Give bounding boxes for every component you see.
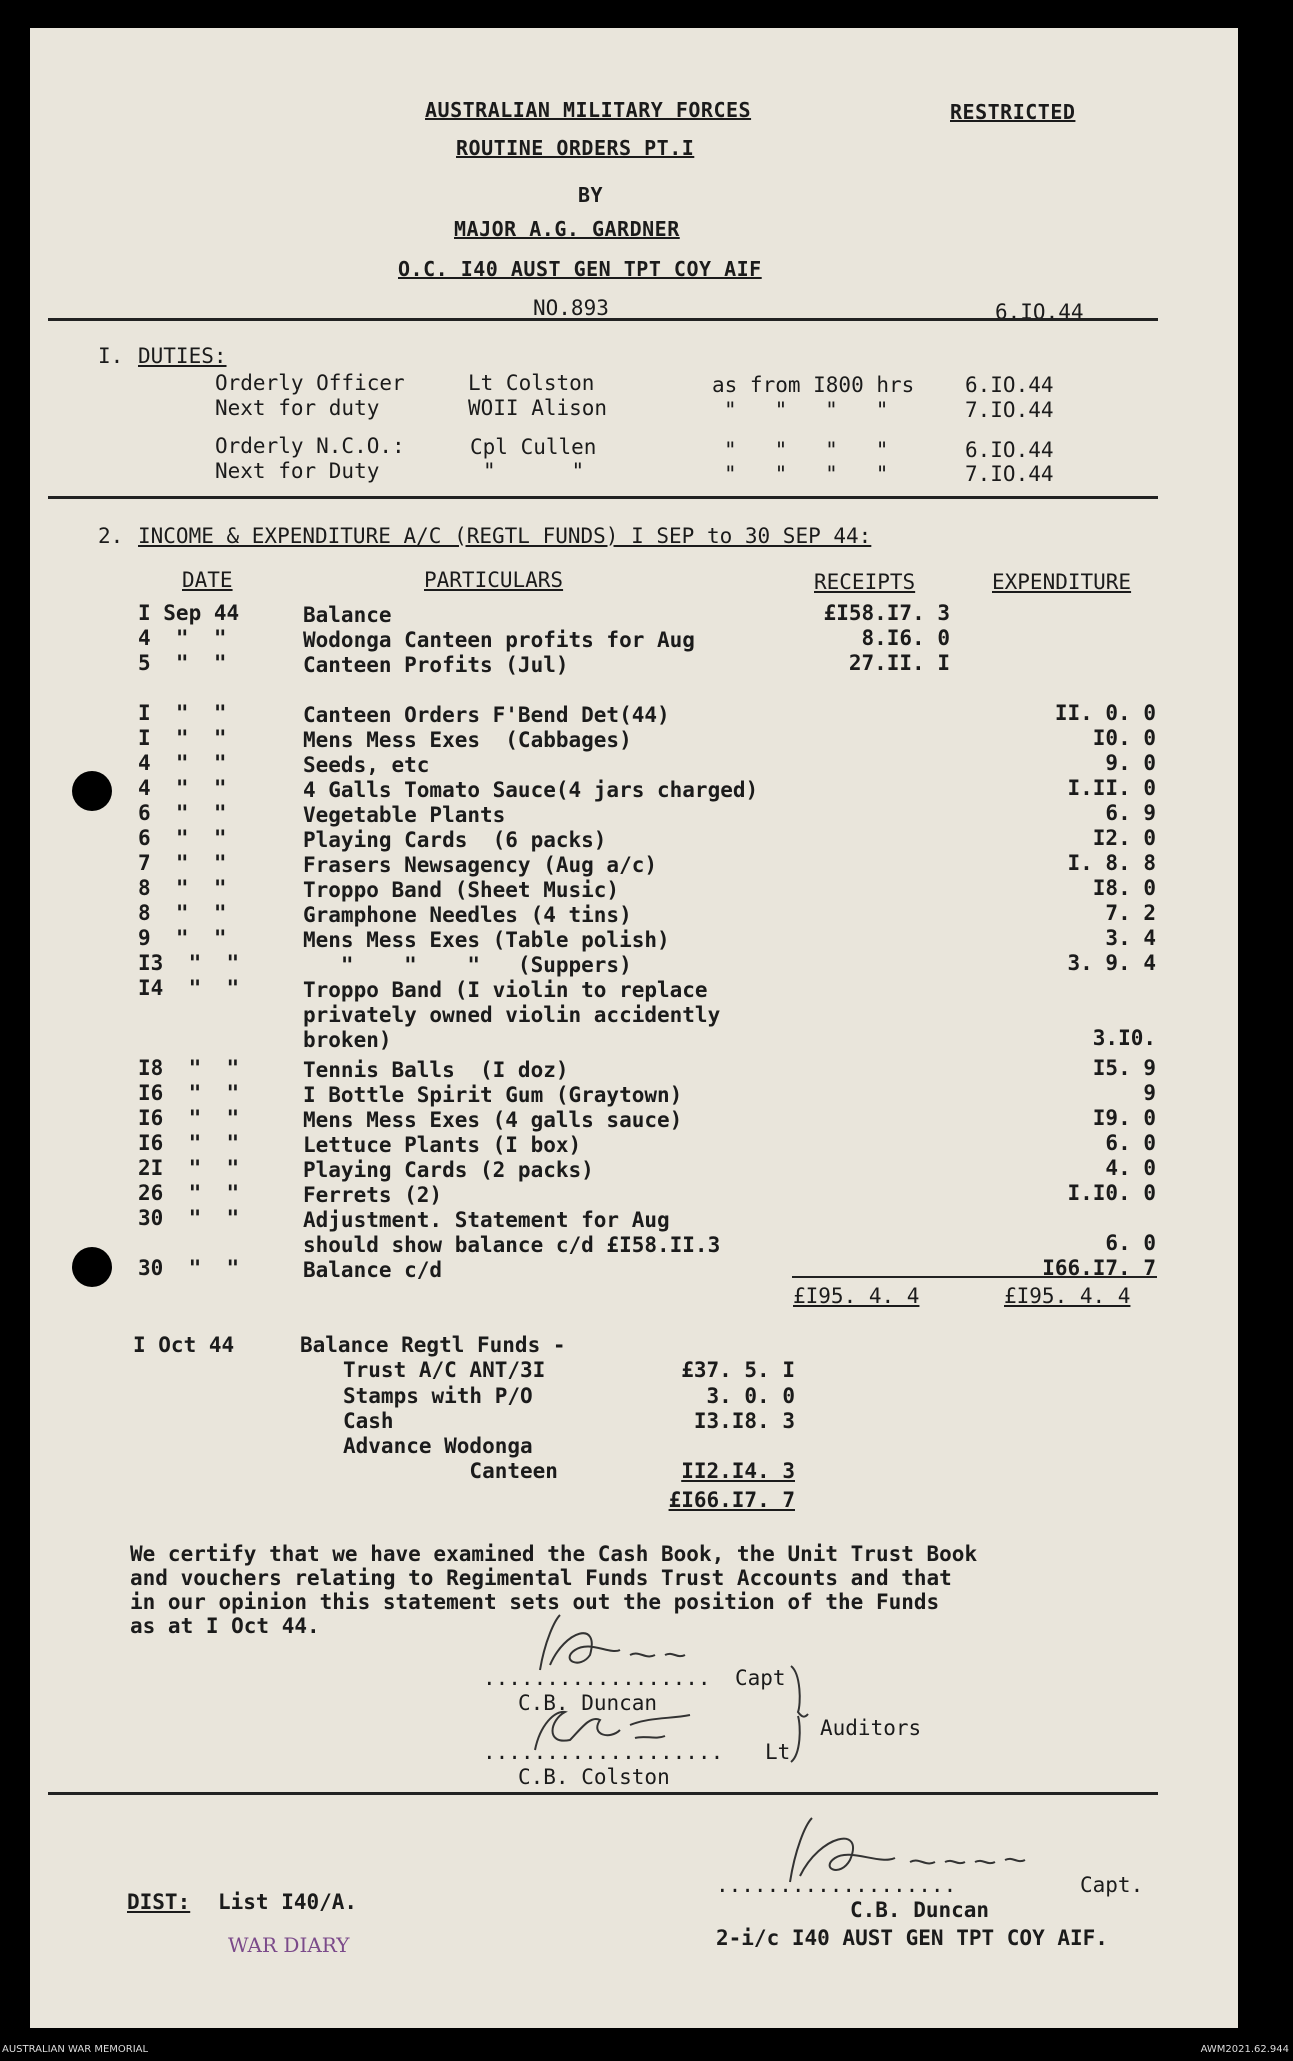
classification-label: RESTRICTED [950,100,1076,124]
ledger-date: 8 " " [138,901,227,925]
ledger-particulars: Playing Cards (2 packs) [303,1158,594,1182]
ledger-expenditure: 3.I0. [1092,1026,1156,1050]
column-header-expenditure: EXPENDITURE [992,570,1132,594]
duty-name: " " [483,459,585,483]
ledger-receipts: 8.I6. 0 [861,626,950,650]
ledger-particulars: Wodonga Canteen profits for Aug [303,628,695,652]
balance-item-label: Stamps with P/O [343,1384,533,1408]
ledger-date: 4 " " [138,751,227,775]
ledger-particulars: " " " (Suppers) [303,953,632,977]
duty-role: Next for duty [215,396,380,420]
ledger-particulars: 4 Galls Tomato Sauce(4 jars charged) [303,778,759,802]
duties-heading: DUTIES: [138,344,227,368]
by-label: BY [578,183,604,207]
balance-date: I Oct 44 [133,1333,235,1357]
duty-date: 7.IO.44 [965,462,1054,486]
ledger-expenditure: I. 8. 8 [1067,851,1156,875]
column-header-particulars: PARTICULARS [424,568,564,592]
punch-hole-top [72,771,112,811]
column-header-receipts: RECEIPTS [814,570,916,594]
ledger-expenditure: 9 [1143,1081,1156,1105]
ledger-date: I Sep 44 [138,601,240,625]
ledger-date: 4 " " [138,626,227,650]
ledger-date: I6 " " [138,1131,240,1155]
ledger-date: 30 " " [138,1206,240,1230]
duty-date: 6.IO.44 [965,438,1054,462]
balance-total: £I66.I7. 7 [668,1488,795,1512]
ledger-expenditure: II. 0. 0 [1054,701,1156,725]
balance-item-amount: I3.I8. 3 [693,1409,795,1433]
ledger-expenditure: I66.I7. 7 [1042,1256,1156,1280]
ledger-particulars: Seeds, etc [303,753,430,777]
ledger-expenditure: 3. 4 [1105,926,1156,950]
duty-date: 7.IO.44 [965,398,1054,422]
distribution-label: DIST: [127,1890,191,1914]
ledger-particulars: Mens Mess Exes (Table polish) [303,928,670,952]
ledger-particulars: Canteen Orders F'Bend Det(44) [303,703,670,727]
ledger-date: 4 " " [138,776,227,800]
balance-item-label: Cash [343,1409,394,1433]
archive-label-left: AUSTRALIAN WAR MEMORIAL [2,2044,149,2055]
ledger-date: I6 " " [138,1106,240,1130]
signature-line-capt: .................. [483,1666,711,1690]
ledger-expenditure: 7. 2 [1105,901,1156,925]
ledger-date: 7 " " [138,851,227,875]
punch-hole-bottom [72,1247,112,1287]
duty-when: " " " " [724,398,889,422]
balance-item-label: Canteen [343,1459,558,1483]
duty-role: Orderly Officer [215,371,405,395]
archive-label-right: AWM2021.62.944 [1200,2044,1289,2055]
ledger-particulars: Mens Mess Exes (Cabbages) [303,728,632,752]
ledger-receipts: 27.II. I [848,651,950,675]
balance-item-label: Advance Wodonga [343,1434,533,1458]
ledger-date: 26 " " [138,1181,240,1205]
totals-rule [792,1276,1157,1278]
ledger-date: 6 " " [138,801,227,825]
officer-name: MAJOR A.G. GARDNER [454,217,680,241]
balance-item-amount: £37. 5. I [681,1358,795,1382]
duty-name: Lt Colston [468,371,595,395]
ledger-particulars: Lettuce Plants (I box) [303,1133,582,1157]
duty-name: Cpl Cullen [470,435,597,459]
org-heading: AUSTRALIAN MILITARY FORCES [425,98,752,122]
footer-sign-rank: Capt. [1080,1873,1144,1897]
balance-item-amount: 3. 0. 0 [706,1384,795,1408]
ledger-expenditure: I0. 0 [1092,726,1156,750]
ledger-particulars: Ferrets (2) [303,1183,443,1207]
ledger-date: 9 " " [138,926,227,950]
duty-when: as from I800 hrs [712,373,915,397]
ledger-expenditure: I5. 9 [1092,1056,1156,1080]
auditor-rank-lt: Lt [765,1740,791,1764]
total-expenditure: £I95. 4. 4 [1004,1284,1131,1308]
accounts-heading: INCOME & EXPENDITURE A/C (REGTL FUNDS) I SEP to 30 SEP 44: [138,524,872,548]
ledger-expenditure: 6. 0 [1105,1231,1156,1255]
duty-date: 6.IO.44 [965,373,1054,397]
ledger-expenditure: I8. 0 [1092,876,1156,900]
header-divider [48,318,1158,321]
audit-certificate: We certify that we have examined the Cash Book, the Unit Trust Book and vouchers relating to Regimental Funds Trust Accounts and that in our opinion this statement sets out the position of the Funds as at I Oct 44. [130,1542,978,1639]
ledger-expenditure: 4. 0 [1105,1156,1156,1180]
ledger-expenditure: I9. 0 [1092,1106,1156,1130]
auditor-name-duncan: C.B. Duncan [518,1691,658,1715]
ledger-date: 5 " " [138,651,227,675]
ledger-expenditure: I.II. 0 [1067,776,1156,800]
ledger-date: 2I " " [138,1156,240,1180]
ledger-expenditure: I2. 0 [1092,826,1156,850]
auditors-bracket [786,1664,816,1764]
total-receipts: £I95. 4. 4 [793,1284,920,1308]
ledger-particulars: Troppo Band (Sheet Music) [303,878,620,902]
signature-line-lt: ................... [483,1740,724,1764]
ledger-particulars: Frasers Newsagency (Aug a/c) [303,853,658,877]
duty-when: " " " " [724,462,889,486]
ledger-expenditure: 3. 9. 4 [1067,951,1156,975]
duty-name: WOII Alison [468,396,608,420]
ledger-expenditure: 9. 0 [1105,751,1156,775]
signature-line-footer: ................... [716,1873,957,1897]
ledger-particulars: Balance [303,603,392,627]
ledger-date: 8 " " [138,876,227,900]
column-header-date: DATE [182,568,233,592]
ledger-date: I4 " " [138,976,240,1000]
accounts-number: 2. [98,524,124,548]
ledger-date: I " " [138,726,227,750]
footer-sign-unit: 2-i/c I40 AUST GEN TPT COY AIF. [716,1926,1108,1950]
ledger-particulars: Adjustment. Statement for Aug should show balance c/d £I58.II.3 [303,1208,721,1257]
unit-name: O.C. I40 AUST GEN TPT COY AIF [398,257,762,281]
auditor-name-colston: C.B. Colston [518,1765,670,1789]
order-date: 6.IO.44 [995,300,1084,324]
ledger-date: I3 " " [138,951,240,975]
ledger-date: 30 " " [138,1256,240,1280]
duties-divider [48,496,1158,499]
ledger-particulars: Gramphone Needles (4 tins) [303,903,632,927]
ledger-particulars: Balance c/d [303,1258,443,1282]
distribution-list: List I40/A. [218,1890,358,1914]
auditor-rank-capt: Capt [735,1666,786,1690]
ledger-particulars: Tennis Balls (I doz) [303,1058,569,1082]
duty-role: Next for Duty [215,459,380,483]
duties-number: I. [98,344,124,368]
ledger-particulars: Vegetable Plants [303,803,506,827]
balance-item-label: Trust A/C ANT/3I [343,1358,546,1382]
ledger-particulars: Playing Cards (6 packs) [303,828,607,852]
ledger-date: I8 " " [138,1056,240,1080]
ledger-particulars: Canteen Profits (Jul) [303,653,569,677]
ledger-receipts: £I58.I7. 3 [823,601,950,625]
ledger-date: I6 " " [138,1081,240,1105]
ledger-expenditure: 6. 0 [1105,1131,1156,1155]
duty-role: Orderly N.C.O.: [215,434,405,458]
ledger-expenditure: I.I0. 0 [1067,1181,1156,1205]
balance-item-amount: II2.I4. 3 [681,1459,795,1483]
document-title: ROUTINE ORDERS PT.I [456,136,695,160]
certificate-divider [48,1792,1158,1795]
ledger-date: I " " [138,701,227,725]
footer-sign-name: C.B. Duncan [850,1898,990,1922]
ledger-particulars: I Bottle Spirit Gum (Graytown) [303,1083,683,1107]
order-number: NO.893 [533,296,609,320]
balance-title: Balance Regtl Funds - [300,1333,566,1357]
auditors-label: Auditors [820,1716,922,1740]
war-diary-stamp: WAR DIARY [228,1933,350,1957]
ledger-particulars: Troppo Band (I violin to replace privately owned violin accidently broken) [303,978,721,1052]
ledger-expenditure: 6. 9 [1105,801,1156,825]
ledger-particulars: Mens Mess Exes (4 galls sauce) [303,1108,683,1132]
duty-when: " " " " [724,438,889,462]
ledger-date: 6 " " [138,826,227,850]
